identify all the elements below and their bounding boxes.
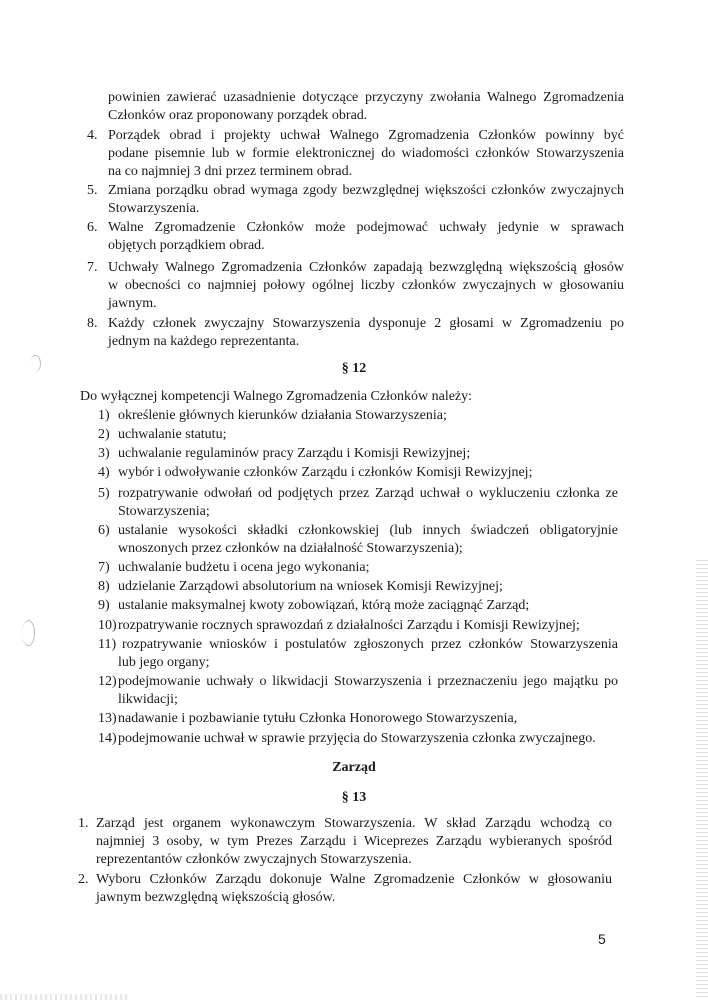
list-item-line: jawnym bezwzględną większością głosów. [96,890,336,905]
list-item-line: Stowarzyszenia. [108,201,200,216]
list-item-line: likwidacji; [118,692,178,707]
section-lead: Do wyłącznej kompetencji Walnego Zgromadzenia Członków należy: [80,389,473,404]
list-item-line: Porządek obrad i projekty uchwał Walnego Zgromadzenia Członków powinny być [108,128,624,143]
list-item-line: najmniej 3 osoby, w tym Prezes Zarządu i Wiceprezes Zarządu wybieranych spośród [96,834,612,849]
list-item-line: rozpatrywanie odwołań od podjętych przez Zarząd uchwał o wykluczeniu członka ze [118,486,618,501]
list-item-number: 5) [98,486,110,501]
list-item-line: uchwalanie budżetu i ocena jego wykonania; [118,560,370,575]
list-item-line: Zarząd jest organem wykonawczym Stowarzyszenia. W skład Zarządu wchodzą co [96,816,612,831]
list-item-line: wybór i odwoływanie członków Zarządu i członków Komisji Rewizyjnej; [118,465,533,480]
list-item-line: określenie głównych kierunków działania Stowarzyszenia; [118,408,447,423]
list-item-line: jawnym. [108,296,157,311]
scan-edge-shadow [696,560,708,1000]
list-item-number: 2. [78,872,89,887]
list-item-number: 4. [87,128,98,143]
intro-line: powinien zawierać uzasadnienie dotyczące przyczyny zwołania Walnego Zgromadzenia [108,90,624,105]
list-item-line: objętych porządkiem obrad. [108,238,265,253]
list-item-number: 14) [98,731,117,746]
list-item-number: 11) [98,637,117,652]
list-item-line: wnoszonych przez członków na działalność Stowarzyszenia); [118,541,463,556]
list-item-number: 13) [98,711,117,726]
page-number: 5 [598,931,606,947]
list-item-number: 10) [98,618,117,633]
list-item-line: uchwalanie statutu; [118,427,227,442]
list-item-number: 1. [78,816,89,831]
list-item-line: Wyboru Członków Zarządu dokonuje Walne Zgromadzenie Członków w głosowaniu [96,872,612,887]
list-item-line: udzielanie Zarządowi absolutorium na wniosek Komisji Rewizyjnej; [118,579,503,594]
list-item-line: Stowarzyszenia; [118,504,210,519]
intro-line: Członków oraz proponowany porządek obrad. [108,108,368,123]
list-item-number: 7) [98,560,110,575]
punch-hole-mark [22,620,35,646]
list-item-line: podejmowanie uchwały o likwidacji Stowarzyszenia i przeznaczeniu jego majątku po [118,674,618,689]
list-item-number: 8. [87,316,98,331]
list-item-number: 6) [98,523,110,538]
list-item-number: 8) [98,579,110,594]
list-item-number: 2) [98,427,110,442]
list-item-line: Każdy członek zwyczajny Stowarzyszenia dysponuje 2 głosami w Zgromadzeniu po [108,316,624,331]
list-item-line: ustalanie wysokości składki członkowskiej (lub innych świadczeń obligatoryjnie [118,523,618,538]
list-item-line: Zmiana porządku obrad wymaga zgody bezwzględnej większości członków zwyczajnych [108,183,624,198]
scan-edge-shadow [0,994,130,1000]
list-item-line: lub jego organy; [118,655,210,670]
list-item-line: jednym na każdego reprezentanta. [108,334,300,349]
list-item-number: 1) [98,408,110,423]
section-heading: § 12 [341,361,367,376]
list-item-number: 3) [98,446,110,461]
list-item-line: rozpatrywanie rocznych sprawozdań z działalności Zarządu i Komisji Rewizyjnej; [118,618,580,633]
list-item-number: 5. [87,183,98,198]
list-item-line: podejmowanie uchwał w sprawie przyjęcia do Stowarzyszenia członka zwyczajnego. [118,731,596,746]
list-item-number: 7. [87,260,98,275]
list-item-line: rozpatrywanie wniosków i postulatów zgłoszonych przez członków Stowarzyszenia [122,637,618,652]
list-item-number: 6. [87,220,98,235]
list-item-line: Uchwały Walnego Zgromadzenia Członków zapadają bezwzględną większością głosów [108,260,624,275]
list-item-line: uchwalanie regulaminów pracy Zarządu i Komisji Rewizyjnej; [118,446,471,461]
list-item-line: reprezentantów członków zwyczajnych Stowarzyszenia. [96,852,412,867]
list-item-line: ustalanie maksymalnej kwoty zobowiązań, którą może zaciągnąć Zarząd; [118,598,530,613]
list-item-line: nadawanie i pozbawianie tytułu Członka Honorowego Stowarzyszenia, [118,711,518,726]
section-title: Zarząd [332,760,376,775]
list-item-line: podane pisemnie lub w formie elektronicznej do wiadomości członków Stowarzyszenia [108,146,624,161]
list-item-number: 12) [98,674,117,689]
list-item-line: w obecności co najmniej połowy ogólnej liczby członków zwyczajnych w głosowaniu [108,278,624,293]
list-item-number: 4) [98,465,110,480]
list-item-line: na co najmniej 3 dni przez terminem obrad. [108,164,353,179]
list-item-line: Walne Zgromadzenie Członków może podejmować uchwały jedynie w sprawach [108,220,624,235]
punch-hole-mark [30,355,41,372]
list-item-number: 9) [98,598,110,613]
section-heading: § 13 [341,790,367,805]
